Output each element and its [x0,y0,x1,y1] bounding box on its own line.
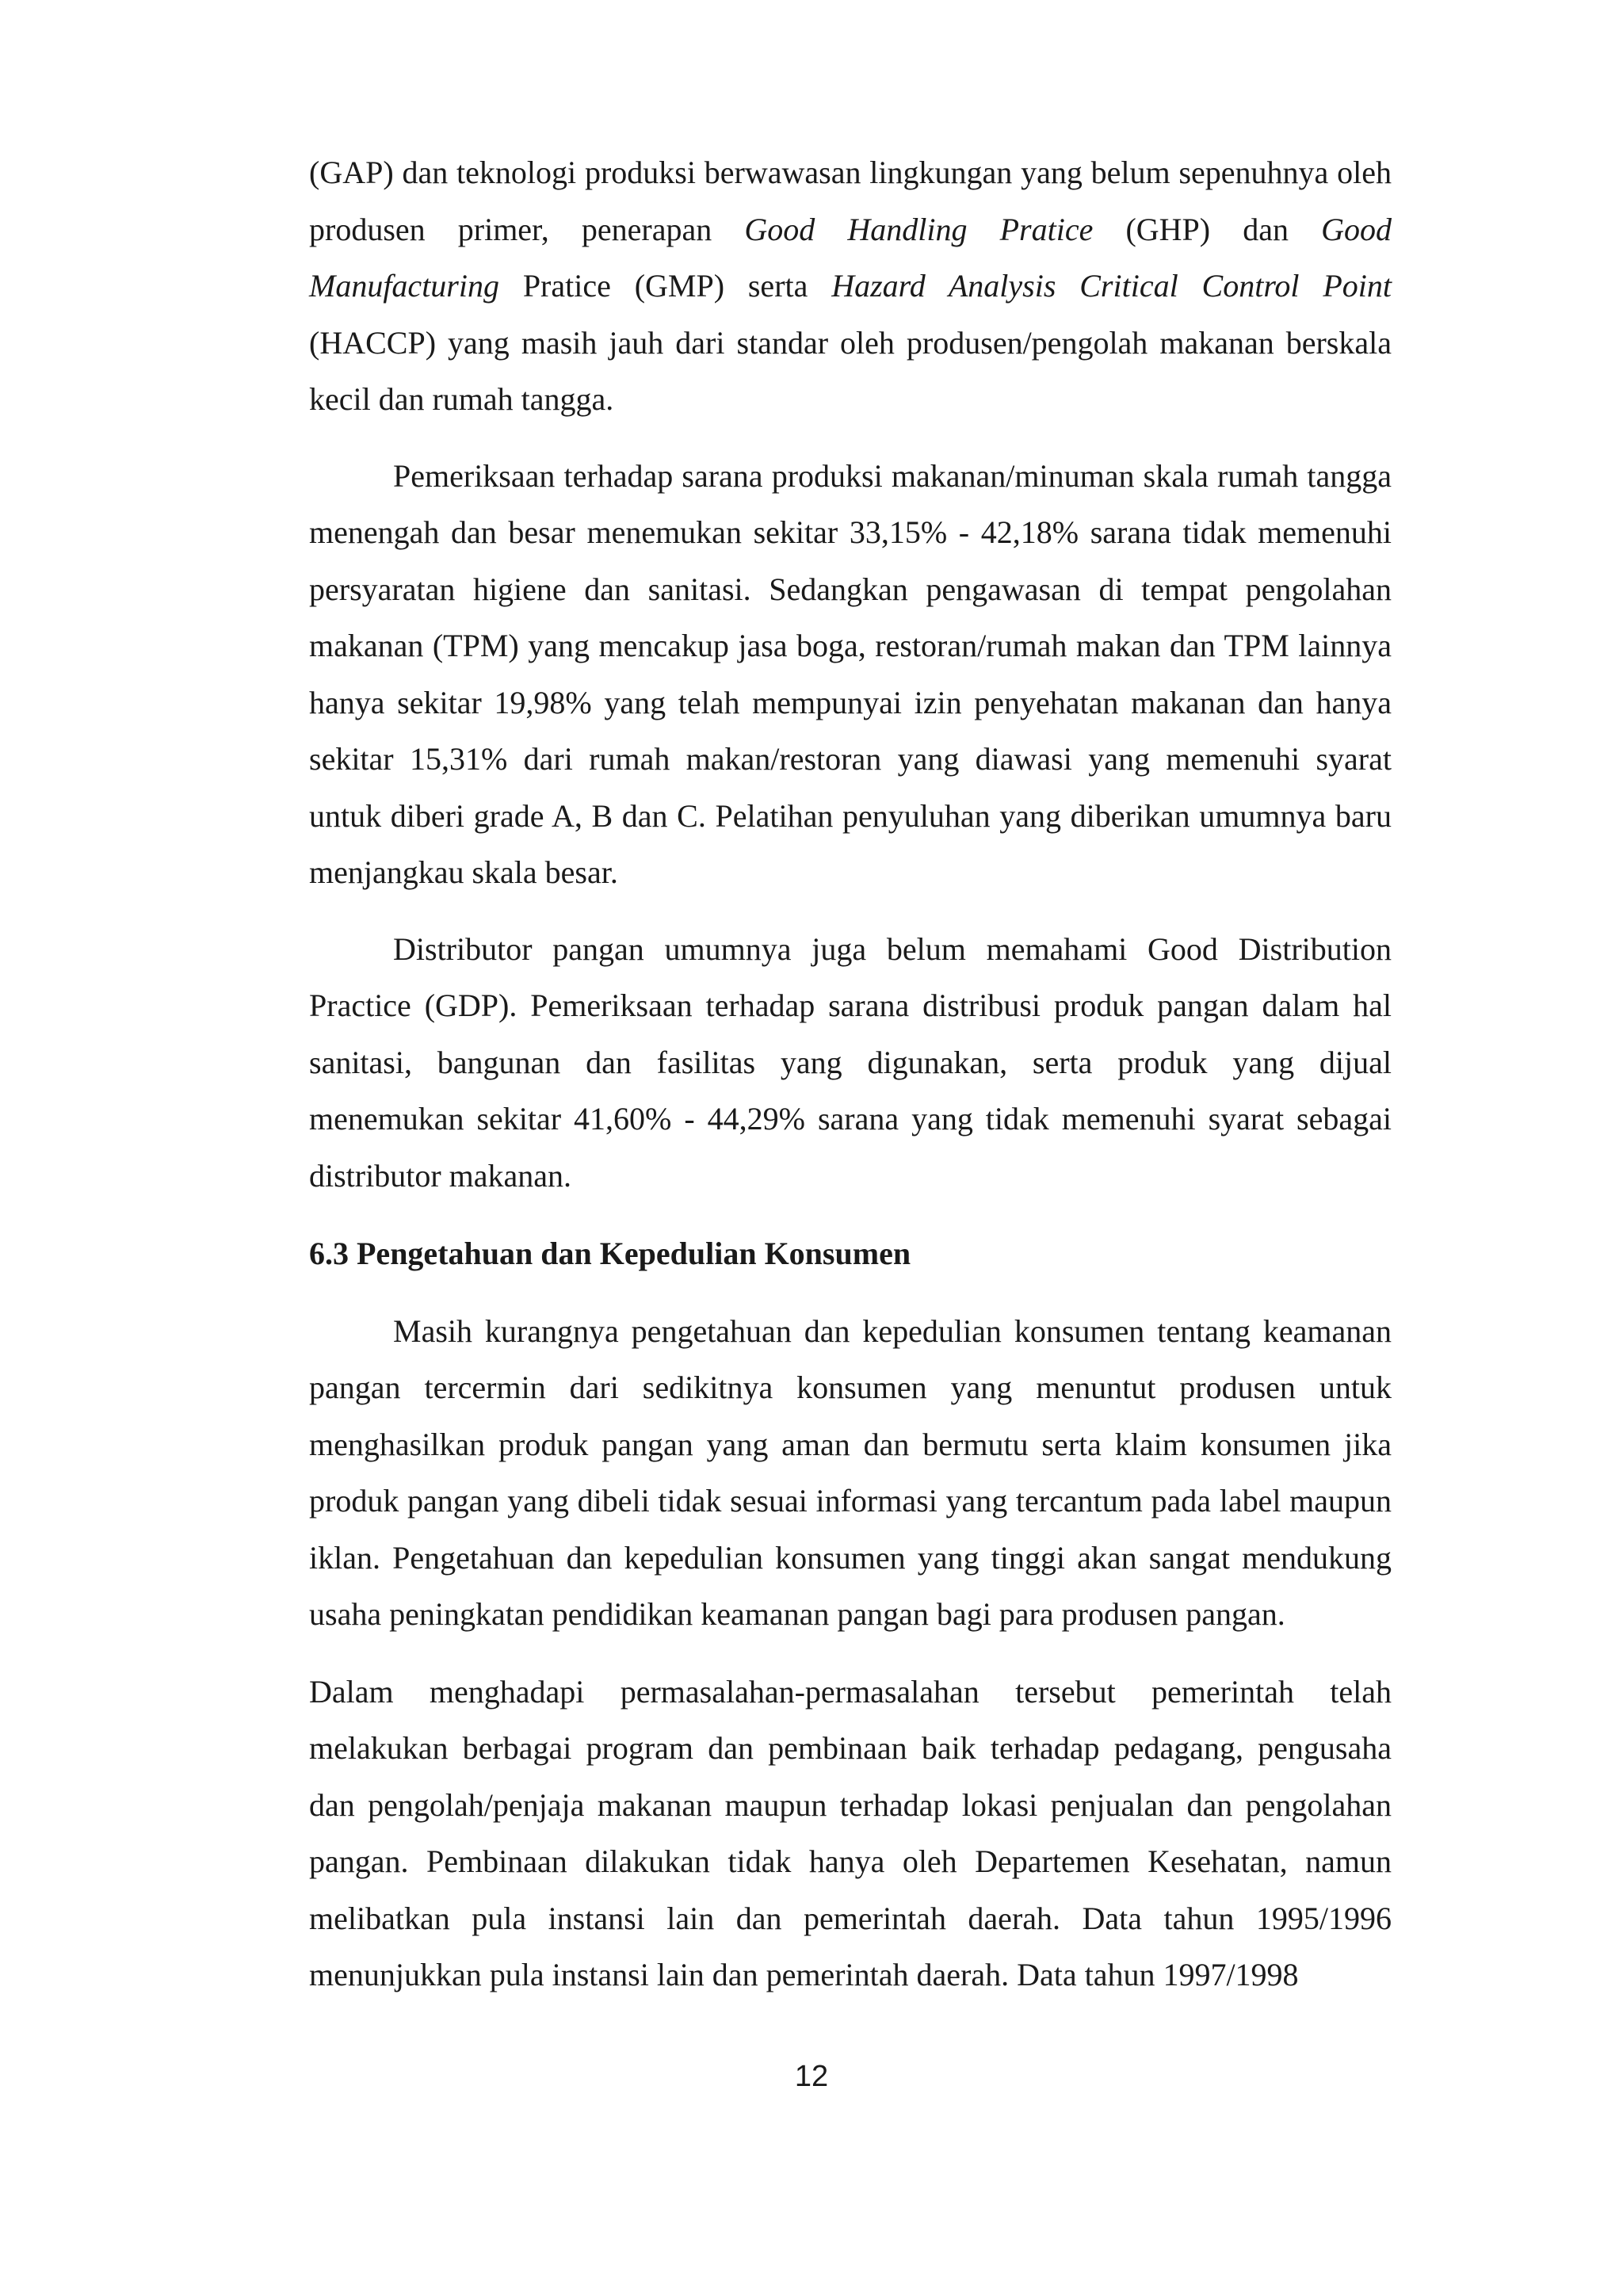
paragraph-segment-italic: Good Manufacturing [309,211,1392,304]
paragraph-segment: (GHP) dan [1093,211,1322,247]
paragraph-pemeriksaan-produksi: Pemeriksaan terhadap sarana produksi makanan/minuman skala rumah tangga menengah dan besar menemukan sekitar 33,15% - 42,18% sarana tidak memenuhi persyaratan higiene dan sanitasi. Sedangkan pengawasan di tempat pengolahan makanan (TPM) yang mencakup jasa boga, restoran/rumah makan dan TPM lainnya hanya sekitar 19,98% yang telah mempunyai izin penyehatan makanan dan hanya sekitar 15,31% dari rumah makan/restoran yang diawasi yang memenuhi syarat untuk diberi grade A, B dan C. Pelatihan penyuluhan yang diberikan umumnya baru menjangkau skala besar. [309,457,1392,890]
document-page [309,144,1392,2004]
paragraph-distributor-pangan: Distributor pangan umumnya juga belum memahami Good Distribution Practice (GDP). Pemeriksaan terhadap sarana distribusi produk pangan dalam hal sanitasi, bangunan dan fasilitas yang digunakan, serta produk yang dijual menemukan sekitar 41,60% - 44,29% sarana yang tidak memenuhi syarat sebagai distributor makanan. [309,930,1392,1194]
paragraph-segment-italic: Good Handling Pratice [744,211,1094,247]
paragraph-pengetahuan-konsumen: Masih kurangnya pengetahuan dan kepedulian konsumen tentang keamanan pangan tercermin dari sedikitnya konsumen yang menuntut produsen untuk menghasilkan produk pangan yang aman dan bermutu serta klaim konsumen jika produk pangan yang dibeli tidak sesuai informasi yang tercantum pada label maupun iklan. Pengetahuan dan kepedulian konsumen yang tinggi akan sangat mendukung usaha peningkatan pendidikan keamanan pangan bagi para produsen pangan. [309,1312,1392,1632]
paragraph-segment: Pratice (GMP) serta [498,268,832,304]
section-heading: 6.3 Pengetahuan dan Kepedulian Konsumen [309,1236,911,1271]
paragraph-program-pemerintah: Dalam menghadapi permasalahan-permasalahan tersebut pemerintah telah melakukan berbagai program dan pembinaan baik terhadap pedagang, pengusaha dan pengolah/penjaja makanan maupun terhadap lokasi penjualan dan pengolahan pangan. Pembinaan dilakukan tidak hanya oleh Departemen Kesehatan, namun melibatkan pula instansi lain dan pemerintah daerah. Data tahun 1995/1996 menunjukkan pula instansi lain dan pemerintah daerah. Data tahun 1997/1998 [309,1673,1392,1992]
paragraph-segment: (GAP) dan teknologi produksi berwawasan lingkungan yang belum sepenuhnya oleh produsen primer, penerapan [309,155,1392,247]
paragraph-segment: (HACCP) yang masih jauh dari standar oleh produsen/pengolah makanan berskala kecil dan rumah tangga. [309,324,1392,417]
page-number: 12 [794,2060,829,2093]
paragraph-gap-haccp [309,144,1392,428]
paragraph-segment-italic: Hazard Analysis Critical Control Point [831,268,1392,304]
